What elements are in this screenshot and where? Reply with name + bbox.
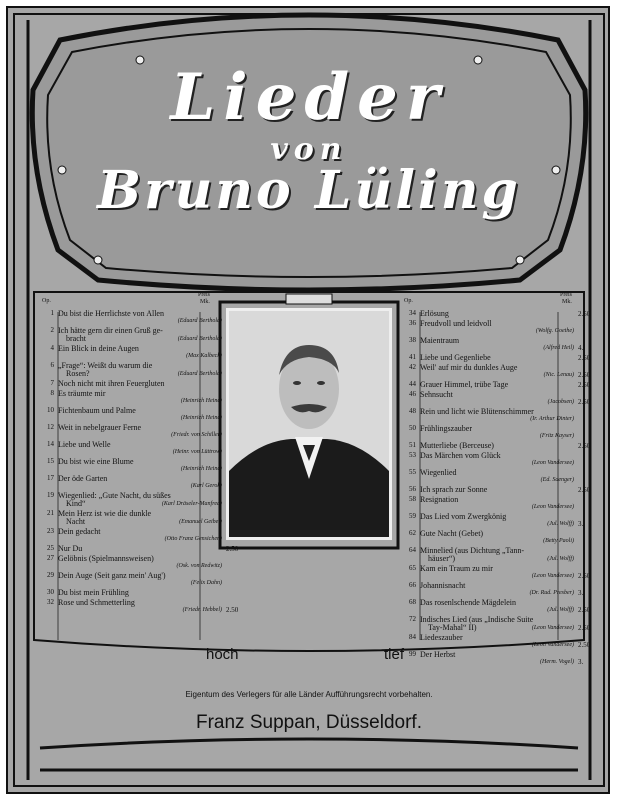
op-header: Op. [404, 298, 413, 304]
bottom-ornament [40, 739, 578, 748]
song-entry [402, 485, 591, 495]
opus-number: 64 [409, 546, 416, 554]
song-title: Wiegenlied: „Gute Nacht, du süßes [58, 491, 171, 500]
song-title: Du bist wie eine Blume [58, 457, 134, 466]
opus-number: 48 [409, 407, 416, 415]
opus-number: 68 [409, 598, 416, 606]
lyricist: (Leon Vandersee) [531, 460, 574, 466]
song-title: Der öde Garten [58, 474, 108, 483]
mk-header: Mk. [200, 299, 210, 305]
price: 2.50 [226, 545, 239, 553]
song-entry [40, 424, 222, 440]
lyricist: (Ed. Saenger) [540, 477, 574, 483]
song-entry [402, 615, 591, 633]
price: 2.50 [578, 442, 591, 450]
song-title: Grauer Himmel, trübe Tage [420, 380, 509, 389]
opus-number: 84 [409, 633, 416, 641]
song-entry [402, 581, 584, 598]
lyricist: (Karl Gerok) [190, 483, 222, 489]
song-title: Liebe und Gegenliebe [420, 353, 491, 362]
composer-portrait [226, 308, 392, 540]
voice-low-label: tief [384, 646, 405, 663]
lyricist: (Felix Dahn) [190, 580, 222, 586]
opus-number: 2 [50, 326, 54, 334]
song-entry [40, 492, 222, 509]
song-title-continued: Tay-Mahal“ II) [428, 623, 477, 632]
song-title: Sehnsucht [420, 390, 453, 399]
lyricist: (Otto Franz Gensichen) [164, 536, 222, 542]
song-entry [402, 309, 591, 319]
price: 2.50 [226, 606, 239, 614]
song-title: Der Herbst [420, 650, 456, 659]
song-title: Es träumte mir [58, 389, 106, 398]
price: 2.50 [578, 381, 591, 389]
song-entry [402, 650, 584, 667]
song-entry [402, 320, 574, 336]
song-title: Freudvoll und leidvoll [420, 319, 492, 328]
opus-number: 59 [409, 512, 416, 520]
opus-number: 23 [47, 527, 54, 535]
song-title: Rein und licht wie Blütenschimmer [420, 407, 534, 416]
song-title: Ich hätte gern dir einen Gruß ge- [58, 326, 163, 335]
song-title: Dein gedacht [58, 527, 101, 536]
song-title: „Frage“: Weißt du warum die [58, 361, 153, 370]
opus-number: 44 [409, 380, 416, 388]
opus-number: 4 [50, 344, 54, 352]
lyricist: (Wolfg. Goethe) [535, 328, 574, 334]
lyricist: (Heinrich Heine) [180, 466, 222, 472]
song-title: Liebe und Welle [58, 440, 111, 449]
opus-number: 58 [409, 495, 416, 503]
song-entry [402, 380, 591, 390]
song-title: Minnelied (aus Dichtung „Tann- [420, 546, 525, 555]
title-lieder: Lieder [170, 60, 448, 135]
song-title: Indisches Lied (aus „Indische Suite [420, 615, 534, 624]
song-entry [40, 380, 222, 389]
price: 3. [578, 589, 584, 597]
opus-number: 50 [409, 424, 416, 432]
title-composer: Bruno Lüling [97, 160, 521, 221]
song-title: Weit in nebelgrauer Ferne [58, 423, 142, 432]
song-entry [402, 564, 591, 581]
lyricist: (Jul. Wolff) [547, 521, 574, 527]
song-entry [40, 528, 222, 544]
opus-number: 10 [47, 406, 54, 414]
song-entry [402, 547, 574, 564]
song-title-continued: bracht [66, 334, 86, 343]
song-title: Dein Auge (Seit ganz mein' Aug') [58, 571, 166, 580]
song-entry [402, 425, 574, 441]
price: 2.50 [578, 606, 591, 614]
lyricist: (Dr. Rud. Presber) [529, 590, 574, 596]
song-title: Mutterliebe (Berceuse) [420, 441, 494, 450]
song-title: Nur Du [58, 544, 83, 553]
song-entry [40, 458, 222, 474]
lyricist: (Max Kalbeck) [186, 353, 222, 359]
price: 2.50 [578, 486, 591, 494]
price: 2.50 [578, 572, 591, 580]
lyricist: (Alfred Heil) [543, 345, 574, 351]
price: 2.50 [578, 310, 591, 318]
lyricist: (Jul. Wolff) [547, 556, 574, 562]
opus-number: 17 [47, 474, 54, 482]
opus-number: 36 [409, 319, 416, 327]
song-entry [40, 598, 239, 615]
song-title: Rose und Schmetterling [58, 598, 135, 607]
op-header: Op. [42, 298, 51, 304]
song-title: Weil' auf mir du dunkles Auge [420, 363, 518, 372]
lyricist: (Leon Vandersee) [531, 625, 574, 631]
lyricist: (Ir. Arthur Dinter) [530, 416, 574, 422]
song-entry [40, 390, 222, 406]
opus-number: 46 [409, 390, 416, 398]
lyricist: (Heinr. von Lüttrow) [172, 449, 222, 455]
opus-number: 32 [47, 598, 54, 606]
price-header: Preis [560, 292, 572, 298]
song-entry [402, 452, 574, 468]
song-entry [40, 441, 222, 457]
song-entry [40, 407, 222, 423]
song-entry [402, 363, 591, 380]
song-title-continued: Nacht [66, 517, 86, 526]
song-entry [40, 555, 222, 571]
song-entry [40, 589, 222, 598]
song-title: Wiegenlied [420, 468, 457, 477]
price: 2.50 [578, 624, 591, 632]
song-title: Du bist die Herrlichste von Allen [58, 309, 164, 318]
song-title: Du bist mein Frühling [58, 588, 129, 597]
song-entry [40, 310, 222, 326]
opus-number: 65 [409, 564, 416, 572]
opus-number: 14 [47, 440, 54, 448]
price: 2.50 [578, 371, 591, 379]
lyricist: (Nic. Lenau) [543, 372, 574, 378]
song-entry [402, 530, 574, 546]
song-entry [402, 496, 574, 512]
opus-number: 51 [409, 441, 416, 449]
opus-number: 41 [409, 353, 416, 361]
song-entry [402, 469, 574, 485]
song-title: Resignation [420, 495, 459, 504]
opus-number: 7 [50, 379, 54, 387]
opus-number: 21 [47, 509, 54, 517]
song-title: Liedeszauber [420, 633, 463, 642]
song-entry [402, 390, 591, 407]
opus-number: 1 [50, 309, 54, 317]
song-title: Johannisnacht [420, 581, 466, 590]
mk-header: Mk. [562, 299, 572, 305]
song-title: Maientraum [420, 336, 460, 345]
opus-number: 15 [47, 457, 54, 465]
opus-number: 56 [409, 485, 416, 493]
opus-number: 8 [50, 389, 54, 397]
lyricist: (Karl Dräseler-Manfred) [161, 501, 222, 507]
song-entry [402, 441, 591, 451]
lyricist: (Eduard Berthold) [177, 318, 222, 324]
song-title: Erlösung [420, 309, 449, 318]
song-title: Noch nicht mit ihren Feuergluten [58, 379, 165, 388]
song-entry [402, 512, 584, 529]
song-entry [40, 544, 239, 554]
song-entry [402, 408, 574, 424]
song-entry [402, 336, 584, 353]
song-entry [40, 362, 222, 379]
opus-number: 99 [409, 650, 416, 658]
song-title: Das Lied vom Zwergkönig [420, 512, 507, 521]
lyricist: (Eduard Berthold) [177, 336, 222, 342]
price-header: Preis [198, 292, 210, 298]
song-entry [40, 510, 222, 527]
song-entry [402, 353, 591, 363]
song-entry [40, 327, 222, 344]
price: 2.50 [578, 398, 591, 406]
song-title-continued: Rosen? [66, 369, 90, 378]
opus-number: 25 [47, 544, 54, 552]
title-von: von [270, 132, 348, 167]
song-title: Frühlingszauber [420, 424, 472, 433]
price: 2.50 [578, 641, 591, 649]
song-title: Mein Herz ist wie die dunkle [58, 509, 152, 518]
lyricist: (Osk. von Redwitz) [176, 563, 222, 569]
song-title: Gute Nacht (Gebet) [420, 529, 484, 538]
song-entry [402, 633, 591, 650]
song-title: Das rosenlschende Mägdelein [420, 598, 516, 607]
lyricist: (Leon Vandersee) [531, 573, 574, 579]
opus-number: 42 [409, 363, 416, 371]
opus-number: 55 [409, 468, 416, 476]
lyricist: (Emanuel Geibel) [179, 519, 222, 525]
rights-notice: Eigentum des Verlegers für alle Länder Aufführungsrecht vorbehalten. [185, 690, 433, 699]
opus-number: 6 [50, 361, 54, 369]
lyricist: (Heinrich Heine) [180, 398, 222, 404]
song-entry [40, 345, 222, 361]
lyricist: (Friedr. von Schiller) [171, 432, 222, 438]
song-entry [40, 572, 222, 588]
opus-number: 66 [409, 581, 416, 589]
song-title-continued: Kind“ [66, 499, 86, 508]
song-title: Fichtenbaum und Palme [58, 406, 136, 415]
opus-number: 62 [409, 529, 416, 537]
opus-number: 19 [47, 491, 54, 499]
song-title: Kam ein Traum zu mir [420, 564, 493, 573]
opus-number: 72 [409, 615, 416, 623]
opus-number: 38 [409, 336, 416, 344]
song-title: Gelöbnis (Spielmannsweisen) [58, 554, 154, 563]
price: 2.50 [578, 354, 591, 362]
price: 3. [578, 520, 584, 528]
lyricist: (Leon Vandersee) [531, 504, 574, 510]
lyricist: (Fritz Kayser) [539, 433, 574, 439]
song-title: Ein Blick in deine Augen [58, 344, 139, 353]
song-entry [40, 475, 222, 491]
opus-number: 34 [409, 309, 416, 317]
song-title-continued: häuser“) [428, 554, 456, 563]
price: 4. [578, 344, 584, 352]
lyricist: (Friedr. Hebbel) [182, 607, 222, 613]
opus-number: 53 [409, 451, 416, 459]
lyricist: (Jacobsen) [547, 399, 574, 405]
lyricist: (Betty Paoli) [543, 538, 574, 544]
voice-high-label: hoch [206, 646, 239, 663]
opus-number: 29 [47, 571, 54, 579]
lyricist: (Leon Vandersee) [531, 642, 574, 648]
song-title: Ich sprach zur Sonne [420, 485, 488, 494]
song-title: Das Märchen vom Glück [420, 451, 501, 460]
lyricist: (Heinrich Heine) [180, 415, 222, 421]
opus-number: 12 [47, 423, 54, 431]
publisher-name: Franz Suppan, Düsseldorf. [195, 712, 422, 733]
opus-number: 27 [47, 554, 54, 562]
opus-number: 30 [47, 588, 54, 596]
lyricist: (Eduard Berthold) [177, 371, 222, 377]
lyricist: (Herm. Vogel) [540, 659, 574, 665]
lyricist: (Jul. Wolff) [547, 607, 574, 613]
price: 3. [578, 658, 584, 666]
song-entry [402, 598, 591, 615]
